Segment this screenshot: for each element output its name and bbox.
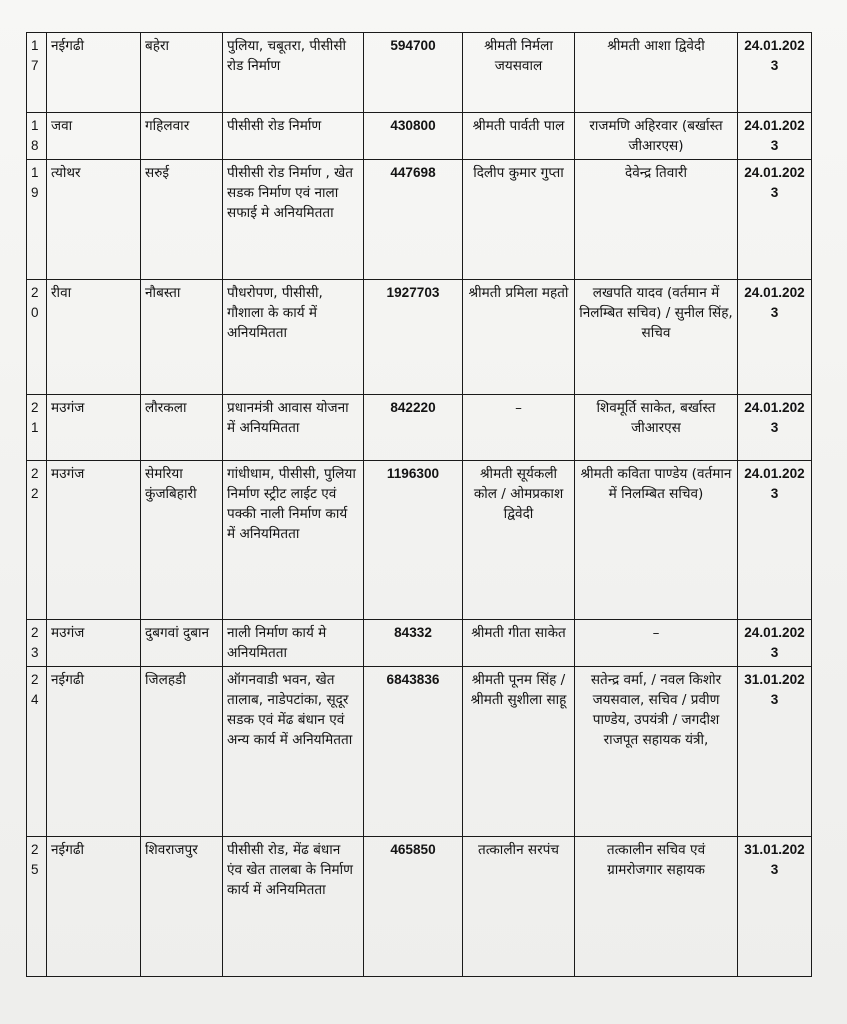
district-text: नईगढी [51,672,85,688]
work-description-cell [223,667,364,837]
district-cell [47,461,141,620]
responsible-person-text: श्रीमती प्रमिला महतो [468,285,569,301]
district-text: मउगंज [51,625,85,641]
responsible-person-text: श्रीमती सूर्यकली कोल / ओमप्रकाश द्विवेदी [473,466,564,522]
responsible-official-cell [575,113,738,160]
district-cell [47,395,141,461]
serial-number-cell [27,160,47,280]
work-description-text: गांधीधाम, पीसीसी, पुलिया निर्माण स्ट्रीट लाईट एवं पक्की नाली निर्माण कार्य में अनियमितता [227,466,356,542]
amount-text: 465850 [390,842,436,857]
district-text: मउगंज [51,466,85,482]
table-row [27,837,812,977]
work-description-text: ऑगनवाडी भवन, खेत तालाब, नाडेपटांका, सूदूर सडक एवं मेंढ बंधान एवं अन्य कार्य में अनियमितता [227,672,353,748]
village-text: गहिलवार [145,118,190,134]
amount-cell [364,620,463,667]
serial-number-text: 17 [31,38,39,73]
responsible-official-text: देवेन्द्र तिवारी [625,165,687,181]
serial-number-text: 18 [31,118,39,153]
table-row [27,280,812,395]
responsible-official-text: श्रीमती आशा द्विवेदी [607,38,705,54]
amount-text: 447698 [390,165,436,180]
amount-text: 84332 [394,625,432,640]
village-text: सेमरिया कुंजबिहारी [145,466,197,502]
date-text: 24.01.2023 [744,38,805,73]
responsible-person-cell [463,395,575,461]
responsible-person-cell [463,620,575,667]
responsible-person-text: श्रीमती पूनम सिंह / श्रीमती सुशीला साहू [470,672,567,708]
district-cell [47,280,141,395]
table-row [27,33,812,113]
serial-number-text: 23 [31,625,39,660]
village-cell [141,667,223,837]
date-text: 31.01.2023 [744,672,805,707]
village-cell [141,280,223,395]
table-row [27,667,812,837]
serial-number-cell [27,395,47,461]
village-text: नौबस्ता [145,285,181,301]
date-cell [738,113,812,160]
amount-cell [364,280,463,395]
records-table [26,32,812,977]
date-text: 24.01.2023 [744,118,805,153]
district-text: नईगढी [51,38,85,54]
amount-cell [364,160,463,280]
serial-number-cell [27,280,47,395]
work-description-cell [223,113,364,160]
serial-number-cell [27,461,47,620]
responsible-official-cell [575,33,738,113]
district-cell [47,33,141,113]
date-text: 24.01.2023 [744,466,805,501]
work-description-text: नाली निर्माण कार्य मे अनियमितता [227,625,327,661]
village-text: बहेरा [145,38,170,54]
responsible-person-text: – [515,400,522,416]
responsible-official-text: लखपति यादव (वर्तमान में निलम्बित सचिव) / सुनील सिंह, सचिव [579,285,733,341]
date-cell [738,160,812,280]
responsible-official-cell [575,160,738,280]
amount-cell [364,395,463,461]
responsible-official-text: श्रीमती कविता पाण्डेय (वर्तमान में निलम्बित सचिव) [580,466,732,502]
responsible-official-cell [575,395,738,461]
responsible-person-cell [463,667,575,837]
responsible-person-cell [463,837,575,977]
date-text: 24.01.2023 [744,625,805,660]
serial-number-cell [27,620,47,667]
responsible-official-text: शिवमूर्ति साकेत, बर्खास्त जीआरएस [596,400,716,436]
responsible-official-cell [575,620,738,667]
serial-number-cell [27,667,47,837]
responsible-person-cell [463,113,575,160]
table-row [27,113,812,160]
village-text: शिवराजपुर [145,842,198,858]
date-cell [738,280,812,395]
amount-cell [364,113,463,160]
table-row [27,160,812,280]
date-text: 24.01.2023 [744,400,805,435]
table-row [27,395,812,461]
responsible-official-text: – [652,625,660,641]
district-text: नईगढी [51,842,85,858]
amount-text: 594700 [390,38,436,53]
responsible-official-cell [575,667,738,837]
amount-cell [364,461,463,620]
responsible-official-text: राजमणि अहिरवार (बर्खास्त जीआरएस) [589,118,723,154]
date-cell [738,33,812,113]
district-cell [47,620,141,667]
district-cell [47,160,141,280]
amount-cell [364,837,463,977]
responsible-person-text: दिलीप कुमार गुप्ता [473,165,564,181]
amount-text: 842220 [390,400,436,415]
village-cell [141,837,223,977]
work-description-cell [223,33,364,113]
amount-text: 1196300 [386,466,440,481]
responsible-official-cell [575,280,738,395]
table-row [27,461,812,620]
responsible-person-text: श्रीमती गीता साकेत [471,625,566,641]
serial-number-cell [27,837,47,977]
village-text: लौरकला [145,400,187,416]
village-text: दुबगवां दुबान [145,625,210,641]
work-description-text: पीसीसी रोड, मेंढ बंधान एंव खेत तालबा के निर्माण कार्य में अनियमितता [227,842,353,898]
village-cell [141,113,223,160]
serial-number-cell [27,113,47,160]
responsible-official-cell [575,837,738,977]
responsible-person-cell [463,280,575,395]
date-text: 24.01.2023 [744,285,805,320]
district-text: जवा [51,118,73,134]
responsible-person-cell [463,33,575,113]
date-cell [738,667,812,837]
work-description-cell [223,280,364,395]
amount-text: 6843836 [386,672,440,687]
records-body [27,33,812,977]
responsible-person-text: तत्कालीन सरपंच [477,842,560,858]
serial-number-text: 21 [31,400,39,435]
amount-text: 1927703 [386,285,440,300]
village-cell [141,160,223,280]
date-text: 31.01.2023 [744,842,805,877]
date-text: 24.01.2023 [744,165,805,200]
work-description-cell [223,837,364,977]
work-description-cell [223,461,364,620]
date-cell [738,837,812,977]
work-description-text: प्रधानमंत्री आवास योजना में अनियमितता [227,400,349,436]
responsible-person-cell [463,160,575,280]
serial-number-text: 19 [31,165,39,200]
work-description-text: पुलिया, चबूतरा, पीसीसी रोड निर्माण [227,38,347,74]
table-row [27,620,812,667]
serial-number-text: 25 [31,842,39,877]
district-cell [47,667,141,837]
amount-cell [364,33,463,113]
district-cell [47,113,141,160]
responsible-official-text: सतेन्द्र वर्मा, / नवल किशोर जयसवाल, सचिव / प्रवीण पाण्डेय, उपयंत्री / जगदीश राजपूत सहायक यंत्री, [590,672,722,748]
date-cell [738,395,812,461]
serial-number-text: 24 [31,672,39,707]
work-description-text: पौधरोपण, पीसीसी, गौशाला के कार्य में अनियमितता [227,285,323,341]
district-text: मउगंज [51,400,85,416]
village-cell [141,461,223,620]
serial-number-cell [27,33,47,113]
responsible-official-text: तत्कालीन सचिव एवं ग्रामरोजगार सहायक [606,842,706,878]
amount-text: 430800 [390,118,436,133]
work-description-text: पीसीसी रोड निर्माण [227,118,322,134]
village-cell [141,395,223,461]
serial-number-text: 20 [31,285,39,320]
serial-number-text: 22 [31,466,39,501]
amount-cell [364,667,463,837]
date-cell [738,620,812,667]
district-text: त्योथर [51,165,81,181]
village-text: जिलहडी [145,672,186,688]
responsible-official-cell [575,461,738,620]
responsible-person-cell [463,461,575,620]
village-cell [141,620,223,667]
village-text: सरुई [145,165,169,181]
work-description-cell [223,620,364,667]
date-cell [738,461,812,620]
district-cell [47,837,141,977]
district-text: रीवा [51,285,72,301]
work-description-text: पीसीसी रोड निर्माण , खेत सडक निर्माण एवं नाला सफाई मे अनियमितता [227,165,354,221]
work-description-cell [223,395,364,461]
responsible-person-text: श्रीमती पार्वती पाल [472,118,565,134]
work-description-cell [223,160,364,280]
village-cell [141,33,223,113]
responsible-person-text: श्रीमती निर्मला जयसवाल [484,38,553,74]
